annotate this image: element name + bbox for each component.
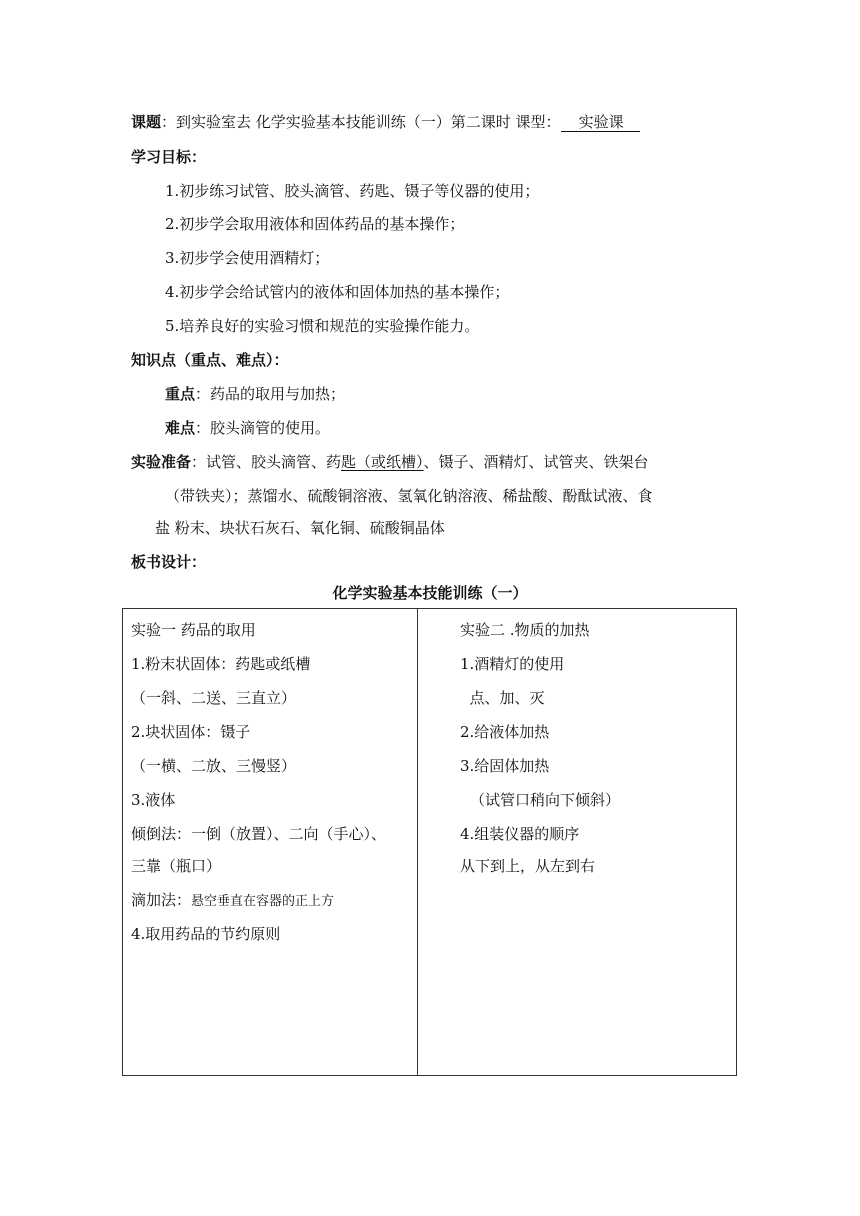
key-value: ：药品的取用与加热； <box>195 385 346 403</box>
key-point <box>165 384 345 404</box>
right-row: 1.酒精灯的使用 <box>460 655 565 673</box>
drip-method-label: 滴加法： <box>131 891 192 909</box>
preparation-line-3: 盐 粉末、块状石灰石、氧化铜、硫酸铜晶体 <box>155 519 445 537</box>
objectives-heading: 学习目标： <box>131 148 207 166</box>
preparation-underlined: 匙（或纸槽） <box>341 453 424 471</box>
lesson-type: 实验课 <box>561 113 640 132</box>
left-row: 实验一 药品的取用 <box>131 621 256 639</box>
objective-item: 5.培养良好的实验习惯和规范的实验操作能力。 <box>165 317 480 335</box>
lesson-header <box>131 112 640 132</box>
objective-item: 2.初步学会取用液体和固体药品的基本操作； <box>165 215 465 233</box>
difficult-label: 难点 <box>165 419 196 437</box>
right-row: 4.组装仪器的顺序 <box>460 825 580 843</box>
right-row: 从下到上，从左到右 <box>460 857 596 875</box>
objective-item: 4.初步学会给试管内的液体和固体加热的基本操作； <box>165 283 510 301</box>
left-row: 2.块状固体：镊子 <box>131 723 251 741</box>
preparation-line-2: （带铁夹）；蒸馏水、硫酸铜溶液、氢氧化钠溶液、稀盐酸、酚酞试液、食 <box>165 487 653 505</box>
left-row: （一横、二放、三慢竖） <box>131 757 297 775</box>
preparation-line-1 <box>131 452 649 472</box>
right-row: 实验二 .物质的加热 <box>460 621 590 639</box>
left-row: 1.粉末状固体：药匙或纸槽 <box>131 655 311 673</box>
key-label: 重点 <box>165 385 196 403</box>
left-row: （一斜、二送、三直立） <box>131 689 297 707</box>
left-row: 倾倒法：一倒（放置）、二向（手心）、 <box>131 825 387 843</box>
topic-label: 课题 <box>131 113 162 131</box>
preparation-label: 实验准备 <box>131 453 192 471</box>
board-heading: 板书设计： <box>131 553 207 571</box>
left-row: 4.取用药品的节约原则 <box>131 925 281 943</box>
table-divider <box>417 609 418 1075</box>
board-title: 化学实验基本技能训练（一） <box>332 584 528 602</box>
objective-item: 3.初步学会使用酒精灯； <box>165 249 330 267</box>
difficult-value: ：胶头滴管的使用。 <box>195 419 331 437</box>
board-table <box>122 608 737 1076</box>
left-row <box>131 890 334 912</box>
topic-value: ：到实验室去 化学实验基本技能训练（一）第二课时 课型： <box>161 113 561 131</box>
objective-item: 1.初步练习试管、胶头滴管、药匙、镊子等仪器的使用； <box>165 182 540 200</box>
knowledge-heading: 知识点（重点、难点）： <box>131 351 289 369</box>
right-row: 2.给液体加热 <box>460 723 550 741</box>
right-row: （试管口稍向下倾斜） <box>470 791 621 809</box>
preparation-text: 、镊子、酒精灯、试管夹、铁架台 <box>423 453 649 471</box>
preparation-text: ：试管、胶头滴管、药 <box>191 453 342 471</box>
right-row: 3.给固体加热 <box>460 757 550 775</box>
right-row: 点、加、灭 <box>460 689 545 707</box>
drip-method-text: 悬空垂直在容器的正上方 <box>191 894 335 909</box>
difficult-point <box>165 418 330 438</box>
left-row: 3.液体 <box>131 791 176 809</box>
left-row: 三靠（瓶口） <box>131 857 222 875</box>
